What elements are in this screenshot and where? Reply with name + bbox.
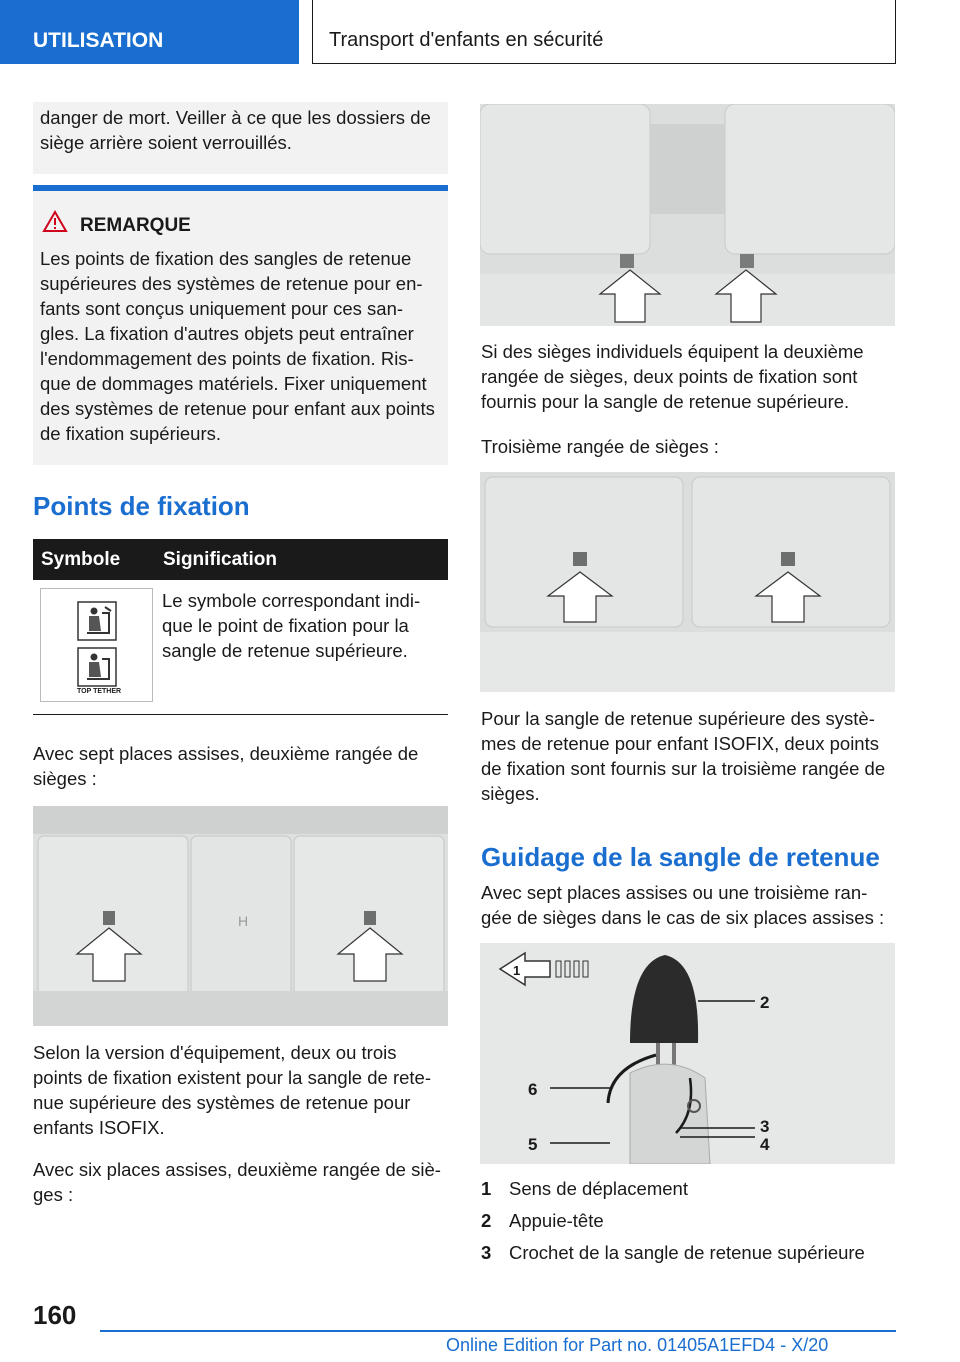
chapter-title: Transport d'enfants en sécurité bbox=[312, 0, 896, 64]
para-seven-seats: Avec sept places assises, deuxième rangée de sièges : bbox=[33, 743, 419, 789]
section-title-guidage: Guidage de la sangle de retenue bbox=[481, 842, 880, 872]
table-header bbox=[33, 539, 448, 580]
svg-text:H: H bbox=[238, 913, 249, 929]
para-six-seats: Avec six places assises, deuxième rangée de siè-ges : bbox=[33, 1159, 441, 1205]
table-row-text: Le symbole correspondant indi-que le point de fixation pour la sangle de retenue supérieure. bbox=[162, 590, 421, 661]
diagram-label-4: 4 bbox=[760, 1135, 770, 1154]
page-number: 160 bbox=[33, 1300, 77, 1330]
footer-edition: Online Edition for Part no. 01405A1EFD4 - X/20 bbox=[446, 1335, 829, 1355]
table-bottom-rule bbox=[33, 714, 448, 715]
warning-text: danger de mort. Veiller à ce que les dossiers de siège arrière soient verrouillés. bbox=[40, 107, 431, 153]
third-row-photo bbox=[480, 472, 895, 692]
list-item-label-2: Appuie-tête bbox=[509, 1210, 604, 1231]
diagram-label-6: 6 bbox=[528, 1080, 538, 1099]
list-item-num-3: 3 bbox=[481, 1242, 492, 1263]
section-tab: UTILISATION bbox=[0, 0, 299, 64]
col-signification: Signification bbox=[163, 549, 277, 570]
note-body: Les points de fixation des sangles de retenue supérieures des systèmes de retenue pour en-fants sont conçus uniquement pour ces san-gles. La fixation d'autres objets peut entraîner l'endommagement des points de fixation. Ris-que de dommages matériels. Fixer uniquement des systèmes de retenue pour enfant aux points de fixation supérieurs. bbox=[40, 248, 435, 444]
diagram-label-3: 3 bbox=[760, 1117, 770, 1136]
top-tether-icon bbox=[77, 647, 117, 687]
col-symbole: Symbole bbox=[41, 549, 121, 570]
second-row-seven-seats-photo bbox=[33, 806, 448, 1026]
section-title-fixation: Points de fixation bbox=[33, 491, 250, 521]
note-title: REMARQUE bbox=[80, 215, 191, 236]
list-item-num-2: 2 bbox=[481, 1210, 492, 1231]
list-item-label-3: Crochet de la sangle de retenue supérieure bbox=[509, 1242, 865, 1263]
para-third-row: Troisième rangée de sièges : bbox=[481, 436, 719, 457]
diagram-label-5: 5 bbox=[528, 1135, 538, 1154]
symbol-cell bbox=[40, 588, 153, 702]
footer-rule bbox=[100, 1330, 896, 1332]
list-item-num-1: 1 bbox=[481, 1178, 492, 1199]
para-guidage-intro: Avec sept places assises ou une troisième ran-gée de sièges dans le cas de six places assises : bbox=[481, 882, 885, 928]
warning-triangle-icon bbox=[42, 210, 68, 233]
para-equipment: Selon la version d'équipement, deux ou trois points de fixation existent pour la sangle de rete-nue supérieure des systèmes de retenue pour enfants ISOFIX. bbox=[33, 1042, 431, 1138]
diagram-label-1: 1 bbox=[513, 963, 521, 978]
para-isofix-third-row: Pour la sangle de retenue supérieure des systè-mes de retenue pour enfant ISOFIX, deux points de fixation sont fournis sur la troisième rangée de sièges. bbox=[481, 708, 886, 804]
diagram-label-2: 2 bbox=[760, 993, 770, 1012]
list-item-label-1: Sens de déplacement bbox=[509, 1178, 688, 1199]
second-row-individual-seats-photo bbox=[480, 104, 895, 326]
para-individual-seats: Si des sièges individuels équipent la deuxième rangée de sièges, deux points de fixation sont fournis pour la sangle de retenue supérieure. bbox=[481, 341, 864, 412]
child-seat-tether-icon bbox=[77, 601, 117, 641]
headrest-tether-diagram bbox=[480, 943, 895, 1164]
top-tether-caption: TOP TETHER bbox=[77, 688, 122, 695]
